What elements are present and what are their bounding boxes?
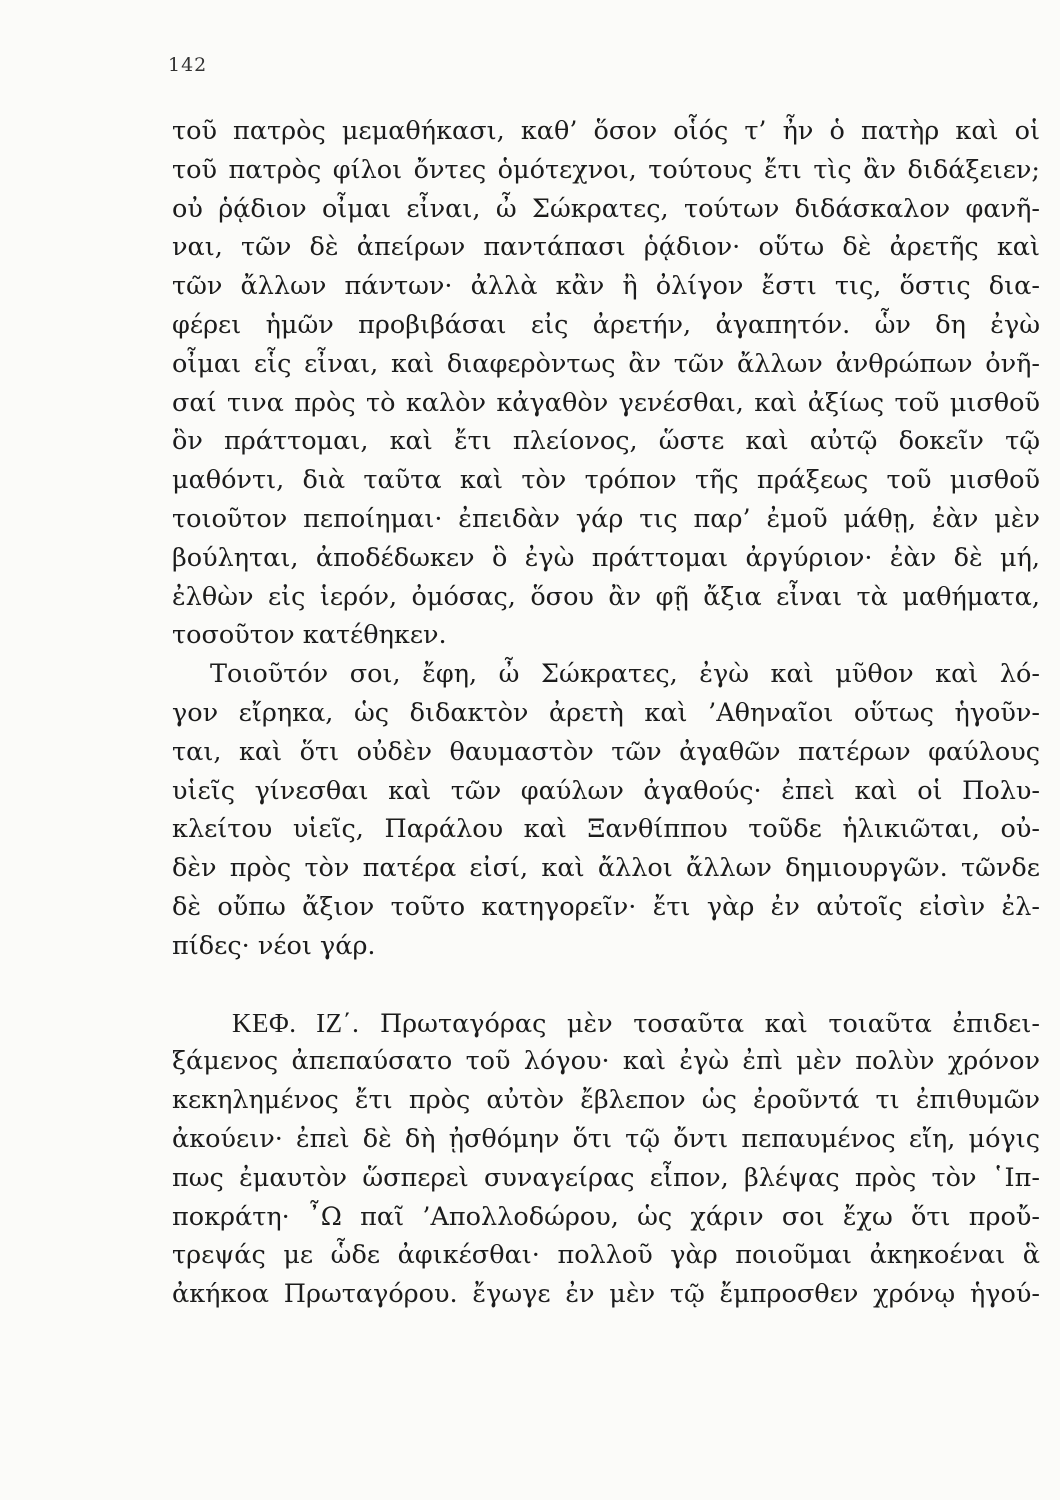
text-block: [172, 112, 1040, 1314]
text-line: δὲν πρὸς τὸν πατέρα εἰσί, καὶ ἄλλοι ἄλλων δημιουργῶν. τῶνδε: [172, 853, 1040, 884]
text-line: μαθόντι, διὰ ταῦτα καὶ τὸν τρόπον τῆς πράξεως τοῦ μισθοῦ: [172, 465, 1040, 496]
text-line: τοῦ πατρὸς μεμαθήκασι, καθ’ ὅσον οἷός τ’ ἦν ὁ πατὴρ καὶ οἱ: [172, 116, 1040, 146]
text-line: ὃν πράττομαι, καὶ ἔτι πλείονος, ὥστε καὶ αὐτῷ δοκεῖν τῷ: [172, 426, 1040, 457]
text-line: ποκράτη· ῏Ω παῖ ’Απολλοδώρου, ὡς χάριν σοι ἔχω ὅτι προὔ-: [172, 1201, 1040, 1232]
text-line: ἀκήκοα Πρωταγόρου. ἔγωγε ἐν μὲν τῷ ἔμπροσθεν χρόνῳ ἡγού-: [172, 1279, 1040, 1310]
text-line: ξάμενος ἀπεπαύσατο τοῦ λόγου· καὶ ἐγὼ ἐπὶ μὲν πολὺν χρόνον: [172, 1046, 1040, 1077]
text-line: ἀκούειν· ἐπεὶ δὲ δὴ ᾐσθόμην ὅτι τῷ ὄντι πεπαυμένος εἴη, μόγις: [172, 1123, 1040, 1154]
text-line: κεκηλημένος ἔτι πρὸς αὐτὸν ἔβλεπον ὡς ἐροῦντά τι ἐπιθυμῶν: [172, 1085, 1040, 1116]
text-line: σαί τινα πρὸς τὸ καλὸν κἀγαθὸν γενέσθαι, καὶ ἀξίως τοῦ μισθοῦ: [172, 387, 1040, 418]
text-line: πως ἐμαυτὸν ὥσπερεὶ συναγείρας εἶπον, βλέψας πρὸς τὸν ῾Ιπ-: [172, 1162, 1040, 1193]
chapter-heading: ΚΕΦ. ΙΖ΄.: [232, 1007, 360, 1038]
paragraph-1: [172, 112, 1040, 655]
text-line: τοῦ πατρὸς φίλοι ὄντες ὁμότεχνοι, τούτους ἔτι τὶς ἂν διδάξειεν;: [172, 154, 1040, 185]
text-line: οὐ ῥᾴδιον οἶμαι εἶναι, ὦ Σώκρατες, τούτων διδάσκαλον φανῆ-: [172, 193, 1040, 224]
chapter-first-line: [172, 1004, 1040, 1043]
text-line: Τοιοῦτόν σοι, ἔφη, ὦ Σώκρατες, ἐγὼ καὶ μῦθον καὶ λό-: [210, 659, 1040, 690]
page-number: 142: [168, 54, 208, 76]
text-line: κλείτου υἱεῖς, Παράλου καὶ Ξανθίππου τοῦδε ἡλικιῶται, οὐ-: [172, 814, 1040, 845]
text-line: ναι, τῶν δὲ ἀπείρων παντάπασι ῥᾴδιον· οὕτω δὲ ἀρετῆς καὶ: [172, 232, 1040, 263]
text-line: πίδες· νέοι γάρ.: [172, 930, 376, 961]
text-line: ἐλθὼν εἰς ἱερόν, ὀμόσας, ὅσου ἂν φῇ ἄξια εἶναι τὰ μαθήματα,: [172, 581, 1040, 612]
text-line: τρεψάς με ὧδε ἀφικέσθαι· πολλοῦ γὰρ ποιοῦμαι ἀκηκοέναι ἃ: [172, 1240, 1040, 1271]
text-line: τῶν ἄλλων πάντων· ἀλλὰ κἂν ἢ ὀλίγον ἔστι τις, ὅστις δια-: [172, 271, 1040, 302]
paragraph-2: [172, 655, 1040, 965]
section-gap: [172, 966, 1040, 1004]
text-line: υἱεῖς γίνεσθαι καὶ τῶν φαύλων ἀγαθούς· ἐπεὶ καὶ οἱ Πολυ-: [172, 775, 1040, 806]
text-line: ται, καὶ ὅτι οὐδὲν θαυμαστὸν τῶν ἀγαθῶν πατέρων φαύλους: [172, 736, 1040, 767]
text-line: φέρει ἡμῶν προβιβάσαι εἰς ἀρετήν, ἀγαπητόν. ὧν δη ἐγὼ: [172, 309, 1040, 340]
text-line: δὲ οὔπω ἄξιον τοῦτο κατηγορεῖν· ἔτι γὰρ ἐν αὐτοῖς εἰσὶν ἐλ-: [172, 891, 1040, 922]
text-line: βούληται, ἀποδέδωκεν ὃ ἐγὼ πράττομαι ἀργύριον· ἐὰν δὲ μή,: [172, 542, 1040, 573]
text-line: γον εἴρηκα, ὡς διδακτὸν ἀρετὴ καὶ ’Αθηναῖοι οὕτως ἡγοῦν-: [172, 697, 1040, 728]
text-line: τοιοῦτον πεποίημαι· ἐπειδὰν γάρ τις παρ’ ἐμοῦ μάθῃ, ἐὰν μὲν: [172, 503, 1040, 534]
chapter-first-line-text: Πρωταγόρας μὲν τοσαῦτα καὶ τοιαῦτα ἐπιδει-: [379, 1008, 1041, 1039]
text-line: οἶμαι εἷς εἶναι, καὶ διαφερὸντως ἂν τῶν ἄλλων ἀνθρώπων ὀνῆ-: [172, 348, 1040, 379]
chapter-section: [172, 1004, 1040, 1314]
text-line: τοσοῦτον κατέθηκεν.: [172, 620, 447, 651]
